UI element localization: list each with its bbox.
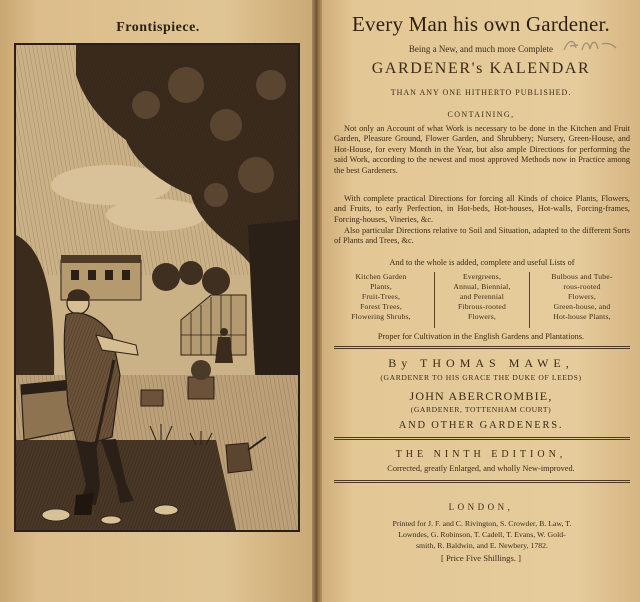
description-paragraph-3: Also particular Directions relative to Soil and Situation, adapted to the different Sorts of Plants and Trees, &c.: [334, 226, 630, 246]
imprint-line: Printed for J. F. and C. Rivington, S. Crowder, B. Law, T.: [392, 519, 572, 528]
list-item: Fibrous-rooted: [458, 302, 506, 311]
other-authors: AND OTHER GARDENERS.: [398, 420, 564, 431]
author-line-2: JOHN ABERCROMBIE,: [409, 389, 553, 403]
edition-line: THE NINTH EDITION,: [395, 449, 567, 460]
author-line-1: By THOMAS MAWE,: [388, 356, 574, 370]
title-page: [322, 0, 640, 602]
divider-rule: [334, 437, 630, 438]
list-item: Green-house, and: [553, 302, 611, 311]
cultivation-note: Proper for Cultivation in the English Gardens and Plantations.: [377, 332, 585, 341]
author-2-note: (GARDENER, TOTTENHAM COURT): [410, 405, 552, 414]
description-paragraph-1: Not only an Account of what Work is necessary to be done in the Kitchen and Fruit Garden, Pleasure Ground, Flower Garden, and Shrubbery; Nursery, Green-House, and Hot-House, for every Month in the Year, but also ample Directions for performing the said Work, according to the newest and most approved Methods now in Practice among the best Gardeners.: [334, 124, 630, 175]
description-paragraph-2: With complete practical Directions for forcing all Kinds of choice Plants, Flowers, and Fruits, to early Perfection, in Hot-beds, Hot-houses, Hot-walls, Forcing-frames, Forcing-houses, Vineries, &c.: [334, 194, 630, 224]
list-item: rous-rooted: [563, 282, 601, 291]
list-item: Annual, Biennial,: [453, 282, 511, 291]
frontispiece-page: [0, 0, 316, 602]
list-item: Evergreens,: [462, 272, 502, 281]
list-item: Hot-house Plants,: [553, 312, 611, 321]
frontispiece-engraving: [14, 43, 300, 532]
list-item: Fruit-Trees,: [361, 292, 401, 301]
subtitle-line-1: Being a New, and much more Complete: [408, 44, 554, 54]
divider-rule: [334, 482, 630, 483]
list-item: Kitchen Garden: [355, 272, 407, 281]
containing-heading: CONTAINING,: [447, 110, 515, 119]
description-paragraph-4: And to the whole is added, complete and useful Lists of: [389, 258, 575, 267]
divider-rule: [334, 348, 630, 349]
list-item: Flowering Shrubs,: [351, 312, 411, 321]
divider-rule: [334, 480, 630, 481]
plant-list-column-2: [434, 272, 530, 328]
engraving-illustration: [16, 45, 298, 530]
handwritten-annotation-icon: [560, 34, 620, 56]
subtitle-line-3: THAN ANY ONE HITHERTO PUBLISHED.: [390, 88, 572, 97]
price-line: [ Price Five Shillings. ]: [441, 553, 521, 563]
list-item: Bulbous and Tube-: [551, 272, 613, 281]
imprint-line: smith, R. Baldwin, and E. Newbery, 1782.: [415, 541, 549, 550]
plant-lists: [334, 272, 630, 330]
imprint-block: [334, 518, 630, 551]
subtitle-line-2: GARDENER's KALENDAR: [371, 60, 591, 77]
divider-rule: [334, 439, 630, 440]
frontispiece-label: Frontispiece.: [116, 20, 200, 35]
book-title: Every Man his own Gardener.: [352, 12, 610, 36]
author-1-note: (GARDENER TO HIS GRACE THE DUKE OF LEEDS): [380, 373, 582, 382]
imprint-place: LONDON,: [448, 502, 514, 512]
imprint-line: Lowndes, G. Robinson, T. Cadell, T. Evans, W. Gold-: [398, 530, 566, 539]
divider-rule: [334, 346, 630, 347]
plant-list-column-1: [334, 272, 428, 328]
list-item: Forest Trees,: [360, 302, 402, 311]
list-item: Flowers,: [468, 312, 496, 321]
plant-list-column-3: [534, 272, 630, 328]
corrections-line: Corrected, greatly Enlarged, and wholly New-improved.: [387, 464, 575, 473]
list-item: Flowers,: [568, 292, 596, 301]
book-gutter: [312, 0, 322, 602]
list-item: Plants,: [370, 282, 392, 291]
list-item: and Perennial: [459, 292, 505, 301]
